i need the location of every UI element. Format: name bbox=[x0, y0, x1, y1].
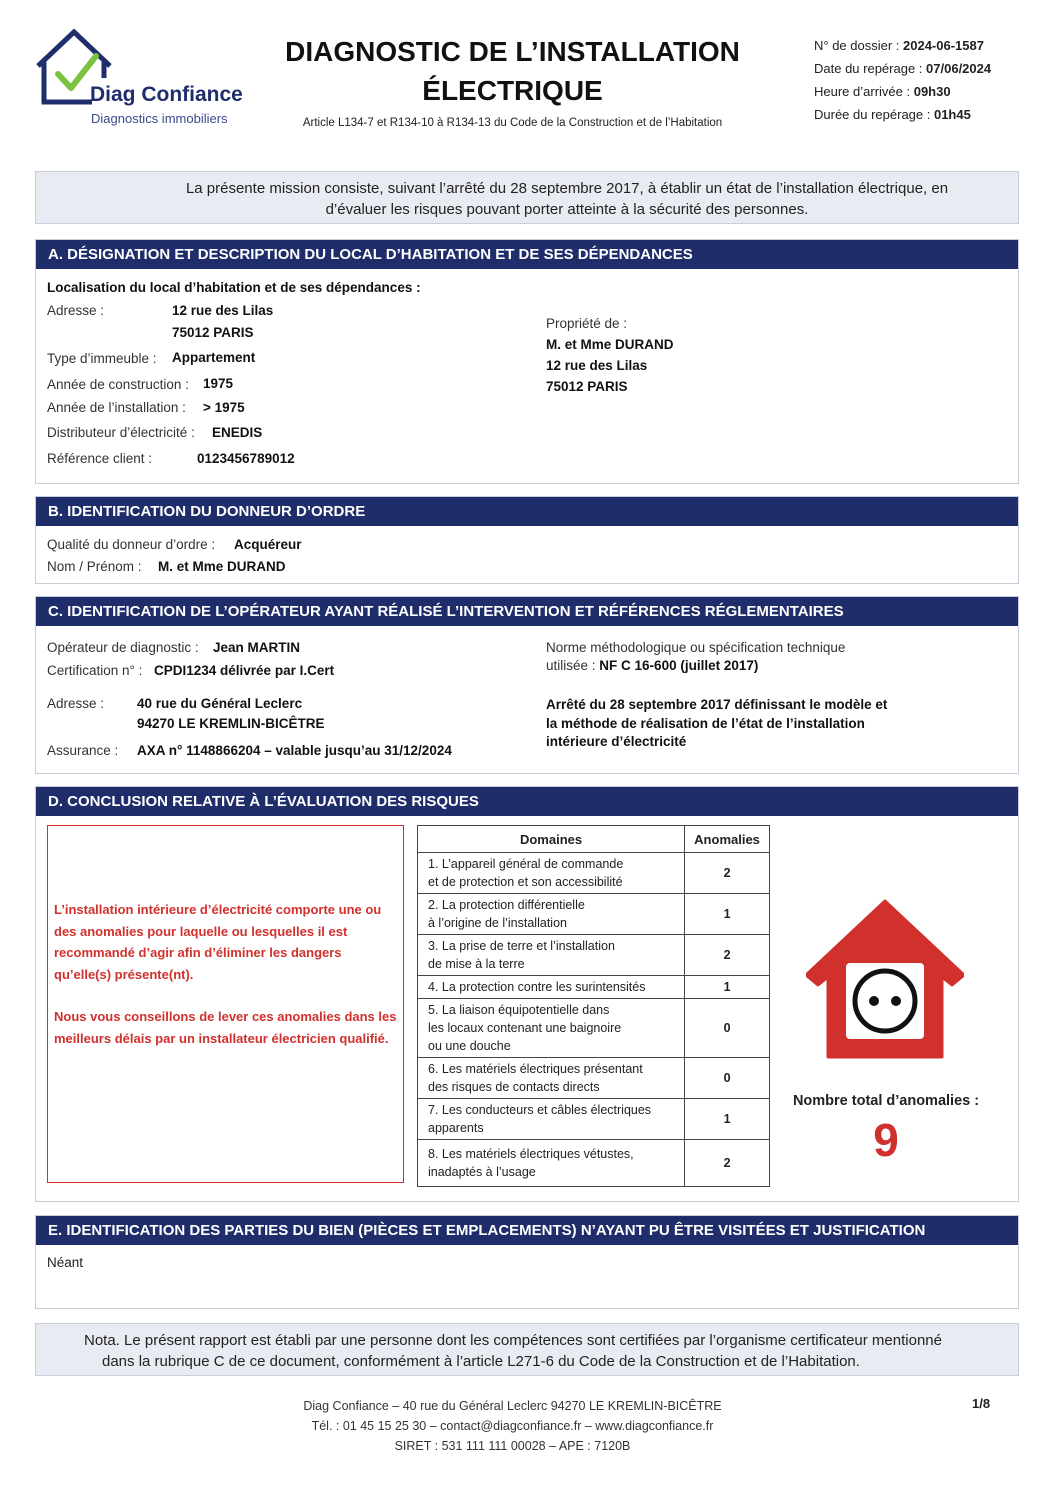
document-subtitle: Article L134-7 et R134-10 à R134-13 du Code de la Construction et de l’Habitation bbox=[302, 117, 723, 129]
nota-box: Nota. Le présent rapport est établi par une personne dont les compétences sont certifiées par l’organisme certificateur mentionné dans la rubrique C de ce document, conformément à l’article L271-6 du Code de la Construction et de l’Habitation. bbox=[35, 1323, 1019, 1376]
total-anomalies-value: 9 bbox=[873, 1114, 899, 1166]
operator-address-line2: 94270 LE KREMLIN-BICÊTRE bbox=[137, 716, 325, 731]
anomalies-column-header: Anomalies bbox=[685, 826, 770, 853]
client-quality-value: Acquéreur bbox=[234, 537, 302, 552]
table-header-row bbox=[418, 826, 770, 853]
anomaly-count-cell: 1 bbox=[685, 1099, 770, 1140]
domain-cell: 8. Les matériels électriques vétustes, inadaptés à l’usage bbox=[418, 1140, 685, 1187]
table-row bbox=[418, 1099, 770, 1140]
table-row bbox=[418, 976, 770, 999]
owner-address-line1: 12 rue des Lilas bbox=[546, 358, 648, 373]
norm-line2: utilisée : NF C 16-600 (juillet 2017) bbox=[546, 658, 759, 673]
arrete-line2: la méthode de réalisation de l’état de l’installation bbox=[546, 716, 865, 731]
table-row bbox=[418, 935, 770, 976]
meta-arrival: Heure d’arrivée : 09h30 bbox=[814, 84, 951, 99]
mission-intro: La présente mission consiste, suivant l’arrêté du 28 septembre 2017, à établir un état de l’installation électrique, en d’évaluer les risques pouvant porter atteinte à la sécurité des personnes. bbox=[35, 171, 1019, 224]
table-row bbox=[418, 999, 770, 1058]
domain-cell: 7. Les conducteurs et câbles électriques apparents bbox=[418, 1099, 685, 1140]
table-row bbox=[418, 1140, 770, 1187]
total-anomalies-label: Nombre total d’anomalies : bbox=[792, 1093, 980, 1109]
install-label: Année de l’installation : bbox=[47, 400, 186, 415]
footer-address: Diag Confiance – 40 rue du Général Leclerc 94270 LE KREMLIN-BICÊTRE bbox=[303, 1399, 722, 1413]
section-d-heading: D. CONCLUSION RELATIVE À L’ÉVALUATION DES RISQUES bbox=[36, 787, 1018, 816]
anomaly-count-cell: 1 bbox=[685, 976, 770, 999]
document-title: DIAGNOSTIC DE L’INSTALLATION ÉLECTRIQUE bbox=[285, 36, 740, 106]
distributor-label: Distributeur d’électricité : bbox=[47, 425, 195, 440]
certification-value: CPDI1234 délivrée par I.Cert bbox=[154, 663, 335, 678]
table-row bbox=[418, 894, 770, 935]
operator-address-line1: 40 rue du Général Leclerc bbox=[137, 696, 303, 711]
meta-dossier: N° de dossier : 2024-06-1587 bbox=[814, 38, 984, 53]
anomaly-count-cell: 2 bbox=[685, 1140, 770, 1187]
client-name-label: Nom / Prénom : bbox=[47, 559, 142, 574]
insurance-value: AXA n° 1148866204 – valable jusqu’au 31/12/2024 bbox=[137, 743, 452, 758]
year-label: Année de construction : bbox=[47, 377, 189, 392]
install-value: > 1975 bbox=[203, 400, 245, 415]
insurance-label: Assurance : bbox=[47, 743, 119, 758]
type-label: Type d’immeuble : bbox=[47, 351, 157, 366]
section-c-heading: C. IDENTIFICATION DE L’OPÉRATEUR AYANT RÉALISÉ L’INTERVENTION ET RÉFÉRENCES RÉGLEMENTAIRES bbox=[36, 597, 1018, 626]
operator-address-label: Adresse : bbox=[47, 696, 105, 711]
anomaly-count-cell: 2 bbox=[685, 853, 770, 894]
page-number: 1/8 bbox=[972, 1396, 991, 1411]
anomaly-count-cell: 2 bbox=[685, 935, 770, 976]
brand-tagline: Diagnostics immobiliers bbox=[91, 111, 228, 126]
conclusion-warning-text: L’installation intérieure d’électricité comporte une ou des anomalies pour laquelle ou lesquelles il est recommandé d’agir afin d’éliminer les dangers qu’elle(s) présente(nt). bbox=[54, 902, 382, 982]
address-line1: 12 rue des Lilas bbox=[172, 303, 274, 318]
client-quality-label: Qualité du donneur d’ordre : bbox=[47, 537, 216, 552]
arrete-line1: Arrêté du 28 septembre 2017 définissant le modèle et bbox=[546, 697, 888, 712]
anomalies-table bbox=[417, 825, 770, 1187]
operator-value: Jean MARTIN bbox=[213, 640, 301, 655]
footer-siret: SIRET : 531 111 111 00028 – APE : 7120B bbox=[394, 1439, 631, 1453]
client-name-value: M. et Mme DURAND bbox=[158, 559, 286, 574]
brand-name: Diag Confiance bbox=[90, 83, 243, 106]
section-b-heading: B. IDENTIFICATION DU DONNEUR D’ORDRE bbox=[36, 497, 1018, 526]
address-line2: 75012 PARIS bbox=[172, 325, 254, 340]
table-row bbox=[418, 853, 770, 894]
domain-column-header: Domaines bbox=[418, 826, 685, 853]
section-e-content: Néant bbox=[47, 1255, 84, 1270]
norm-line1: Norme méthodologique ou spécification technique bbox=[546, 640, 846, 655]
owner-name: M. et Mme DURAND bbox=[546, 337, 674, 352]
page-footer bbox=[250, 1396, 775, 1456]
owner-address-line2: 75012 PARIS bbox=[546, 379, 628, 394]
year-value: 1975 bbox=[203, 376, 234, 391]
section-e bbox=[35, 1215, 1019, 1309]
type-value: Appartement bbox=[172, 350, 256, 365]
domain-cell: 6. Les matériels électriques présentant des risques de contacts directs bbox=[418, 1058, 685, 1099]
localisation-title: Localisation du local d’habitation et de ses dépendances : bbox=[47, 280, 421, 295]
domain-cell: 5. La liaison équipotentielle dans les locaux contenant une baignoire ou une douche bbox=[418, 999, 685, 1058]
certification-label: Certification n° : bbox=[47, 663, 143, 678]
client-ref-label: Référence client : bbox=[47, 451, 153, 466]
house-socket-icon bbox=[806, 899, 964, 1059]
distributor-value: ENEDIS bbox=[212, 425, 263, 440]
domain-cell: 2. La protection différentielle à l’origine de l’installation bbox=[418, 894, 685, 935]
anomaly-count-cell: 0 bbox=[685, 1058, 770, 1099]
section-e-heading: E. IDENTIFICATION DES PARTIES DU BIEN (PIÈCES ET EMPLACEMENTS) N’AYANT PU ÊTRE VISITÉES ET JUSTIFICATION bbox=[36, 1216, 1018, 1245]
footer-contact: Tél. : 01 45 15 25 30 – contact@diagconfiance.fr – www.diagconfiance.fr bbox=[311, 1419, 714, 1433]
domain-cell: 1. L’appareil général de commande et de protection et son accessibilité bbox=[418, 853, 685, 894]
arrete-line3: intérieure d’électricité bbox=[546, 734, 687, 749]
anomaly-count-cell: 1 bbox=[685, 894, 770, 935]
conclusion-advice-text: Nous vous conseillons de lever ces anomalies dans les meilleurs délais par un installateur électricien qualifié. bbox=[54, 1009, 397, 1046]
meta-duration: Durée du repérage : 01h45 bbox=[814, 107, 971, 122]
operator-label: Opérateur de diagnostic : bbox=[47, 640, 199, 655]
anomaly-count-cell: 0 bbox=[685, 999, 770, 1058]
meta-date: Date du repérage : 07/06/2024 bbox=[814, 61, 992, 76]
domain-cell: 4. La protection contre les surintensités bbox=[418, 976, 685, 999]
client-ref-value: 0123456789012 bbox=[197, 451, 295, 466]
owner-label: Propriété de : bbox=[546, 316, 628, 331]
table-row bbox=[418, 1058, 770, 1099]
conclusion-warning-box bbox=[47, 825, 404, 1183]
section-a-heading: A. DÉSIGNATION ET DESCRIPTION DU LOCAL D’HABITATION ET DE SES DÉPENDANCES bbox=[36, 240, 1018, 269]
address-label: Adresse : bbox=[47, 303, 105, 318]
domain-cell: 3. La prise de terre et l’installation de mise à la terre bbox=[418, 935, 685, 976]
